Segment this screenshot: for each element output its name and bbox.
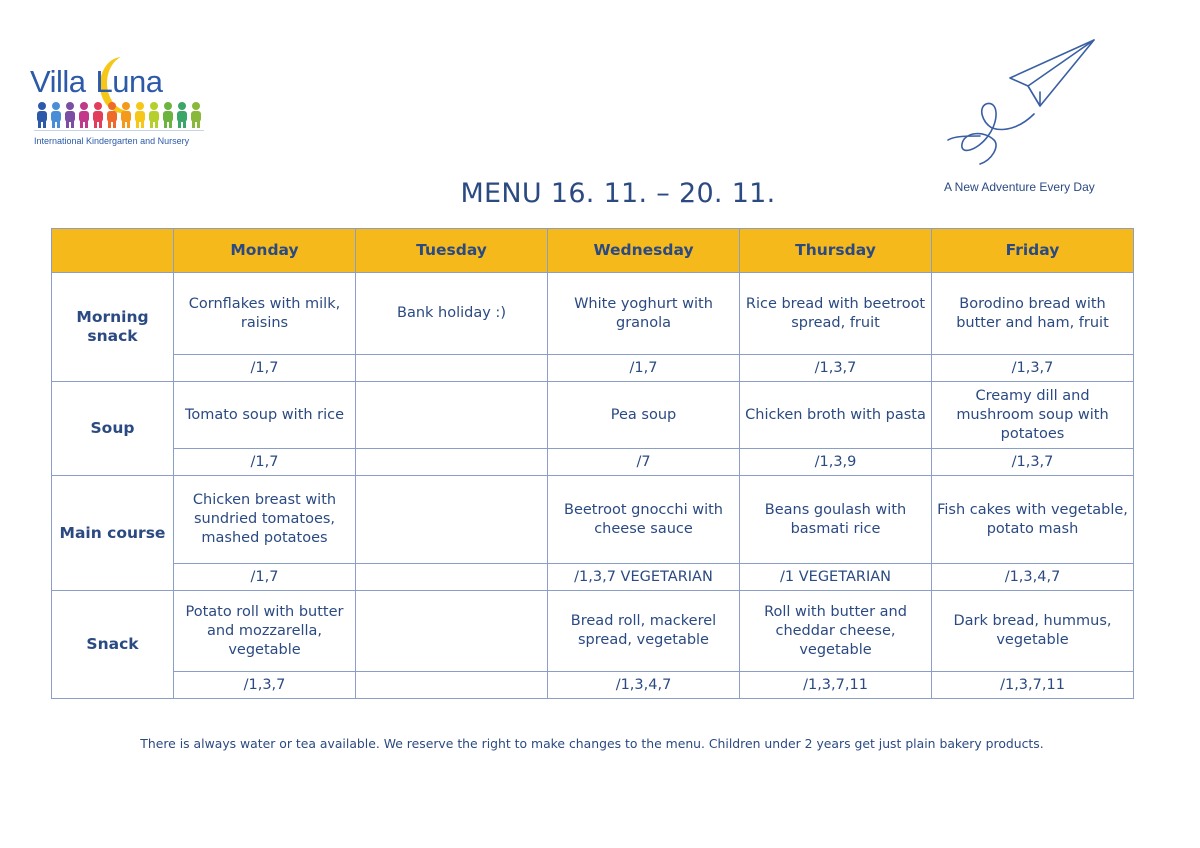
allergen-cell [356, 355, 548, 382]
row-label: Soup [52, 382, 174, 476]
footer-note: There is always water or tea available. We reserve the right to make changes to the menu. Children under 2 years get just plain bakery products. [140, 736, 1044, 751]
meal-cell: Beans goulash with basmati rice [740, 476, 932, 564]
meal-cell [356, 591, 548, 672]
day-header: Thursday [740, 229, 932, 273]
meal-cell: Potato roll with butter and mozzarella, vegetable [174, 591, 356, 672]
meal-cell: Borodino bread with butter and ham, fruit [932, 273, 1134, 355]
logo-word-villa: Villa [30, 64, 86, 99]
allergen-cell: /7 [548, 449, 740, 476]
row-label: Morning snack [52, 273, 174, 382]
header-row [52, 229, 1134, 273]
allergen-cell: /1 VEGETARIAN [740, 564, 932, 591]
allergen-cell: /1,7 [174, 355, 356, 382]
allergen-cell [356, 672, 548, 699]
logo-divider [34, 130, 204, 131]
day-header: Tuesday [356, 229, 548, 273]
row-label: Main course [52, 476, 174, 591]
meal-cell [356, 382, 548, 449]
allergen-cell: /1,7 [548, 355, 740, 382]
page-title: MENU 16. 11. – 20. 11. [460, 178, 776, 209]
villa-luna-logo [28, 52, 228, 152]
logo-tagline: International Kindergarten and Nursery [34, 136, 190, 146]
meal-cell: Cornflakes with milk, raisins [174, 273, 356, 355]
meal-cell: Chicken broth with pasta [740, 382, 932, 449]
allergen-cell: /1,3,7 [932, 449, 1134, 476]
allergen-cell: /1,7 [174, 564, 356, 591]
allergen-cell: /1,3,7 [740, 355, 932, 382]
allergen-cell [356, 449, 548, 476]
menu-table [51, 228, 1134, 699]
day-header: Monday [174, 229, 356, 273]
meal-cell: Tomato soup with rice [174, 382, 356, 449]
allergen-row [52, 672, 1134, 699]
allergen-cell: /1,3,7 [174, 672, 356, 699]
allergen-cell: /1,3,7 VEGETARIAN [548, 564, 740, 591]
meal-cell: Rice bread with beetroot spread, fruit [740, 273, 932, 355]
allergen-cell: /1,3,9 [740, 449, 932, 476]
meal-row [52, 591, 1134, 672]
meal-cell: White yoghurt with granola [548, 273, 740, 355]
meal-cell: Fish cakes with vegetable, potato mash [932, 476, 1134, 564]
day-header: Friday [932, 229, 1134, 273]
paper-plane-illustration [940, 36, 1110, 166]
allergen-cell: /1,3,7,11 [932, 672, 1134, 699]
allergen-cell: /1,7 [174, 449, 356, 476]
meal-row [52, 476, 1134, 564]
row-label: Snack [52, 591, 174, 699]
allergen-cell: /1,3,7 [932, 355, 1134, 382]
meal-cell: Dark bread, hummus, vegetable [932, 591, 1134, 672]
meal-cell: Chicken breast with sundried tomatoes, mashed potatoes [174, 476, 356, 564]
meal-cell: Roll with butter and cheddar cheese, vegetable [740, 591, 932, 672]
meal-row [52, 273, 1134, 355]
children-figures [37, 102, 201, 128]
paper-plane-icon [940, 36, 1110, 166]
allergen-row [52, 449, 1134, 476]
corner-cell [52, 229, 174, 273]
allergen-cell: /1,3,4,7 [548, 672, 740, 699]
children-figures-icon [34, 98, 206, 130]
allergen-cell: /1,3,7,11 [740, 672, 932, 699]
meal-cell: Bank holiday :) [356, 273, 548, 355]
meal-cell: Beetroot gnocchi with cheese sauce [548, 476, 740, 564]
allergen-row [52, 564, 1134, 591]
logo-wordmark [30, 64, 163, 100]
meal-cell: Creamy dill and mushroom soup with potatoes [932, 382, 1134, 449]
meal-row [52, 382, 1134, 449]
allergen-cell: /1,3,4,7 [932, 564, 1134, 591]
day-header: Wednesday [548, 229, 740, 273]
allergen-row [52, 355, 1134, 382]
meal-cell: Pea soup [548, 382, 740, 449]
slogan: A New Adventure Every Day [944, 180, 1095, 194]
meal-cell [356, 476, 548, 564]
logo-word-luna: Luna [95, 64, 163, 99]
meal-cell: Bread roll, mackerel spread, vegetable [548, 591, 740, 672]
allergen-cell [356, 564, 548, 591]
